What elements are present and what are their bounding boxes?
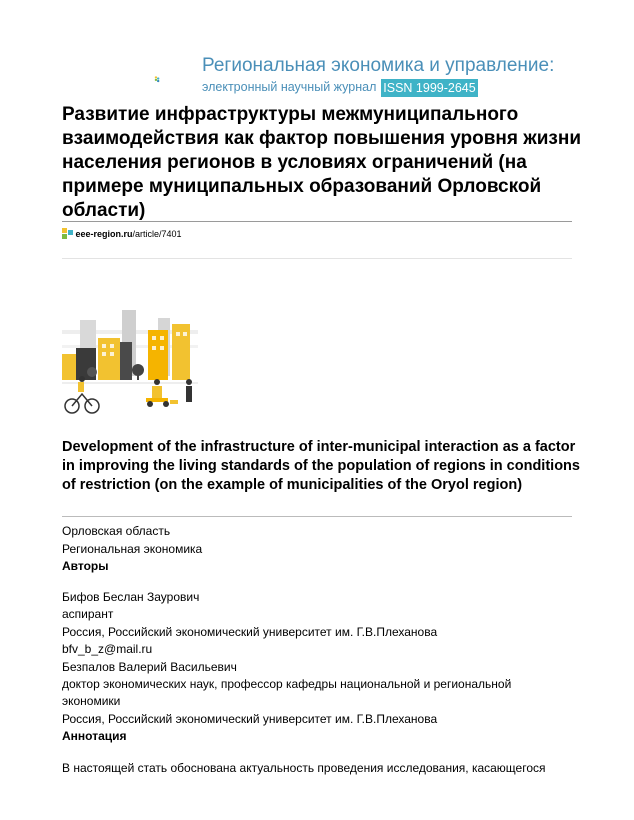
author-1-affiliation: Россия, Российский экономический университет им. Г.В.Плеханова: [62, 625, 438, 639]
en-title-divider: [62, 516, 572, 517]
region-tag[interactable]: Орловская область: [62, 524, 171, 538]
title-divider: [62, 221, 572, 222]
category-tag[interactable]: Региональная экономика: [62, 542, 203, 556]
article-title-ru: Развитие инфраструктуры межмуниципального взаимодействия как фактор повышения уровня жизни населения регионов в условиях ограничений (на примере муниципальных образований Орловской области): [62, 104, 582, 221]
author-1-name: Бифов Беслан Заурович: [62, 590, 200, 604]
abstract-text: В настоящей стать обоснована актуальность проведения исследования, касающегося: [62, 761, 546, 775]
author-1-position: аспирант: [62, 607, 114, 621]
article-link[interactable]: [62, 228, 182, 239]
author-2-position: доктор экономических наук, профессор кафедры национальной и региональной экономики: [62, 677, 512, 708]
article-title-en: Development of the infrastructure of inter-municipal interaction as a factor in improving the living standards of the population of regions in conditions of restriction (on the example of municipalities of the Oryol region): [62, 439, 580, 493]
site-favicon-icon: [62, 228, 73, 239]
authors-heading: Авторы: [62, 559, 109, 573]
abstract-heading: Аннотация: [62, 729, 127, 743]
city-illustration: [62, 290, 198, 420]
url-divider: [62, 258, 572, 259]
journal-logo-icon: [154, 57, 200, 101]
journal-subtitle: электронный научный журнал: [202, 80, 377, 94]
url-path: /article/7401: [132, 229, 182, 239]
author-1-email[interactable]: bfv_b_z@mail.ru: [62, 642, 153, 656]
author-2-affiliation: Россия, Российский экономический университет им. Г.В.Плеханова: [62, 712, 438, 726]
url-domain: eee-region.ru: [75, 229, 133, 239]
journal-name: Региональная экономика и управление:: [202, 55, 555, 76]
issn-badge: ISSN 1999-2645: [381, 79, 478, 97]
author-2-name: Безпалов Валерий Васильевич: [62, 660, 237, 674]
